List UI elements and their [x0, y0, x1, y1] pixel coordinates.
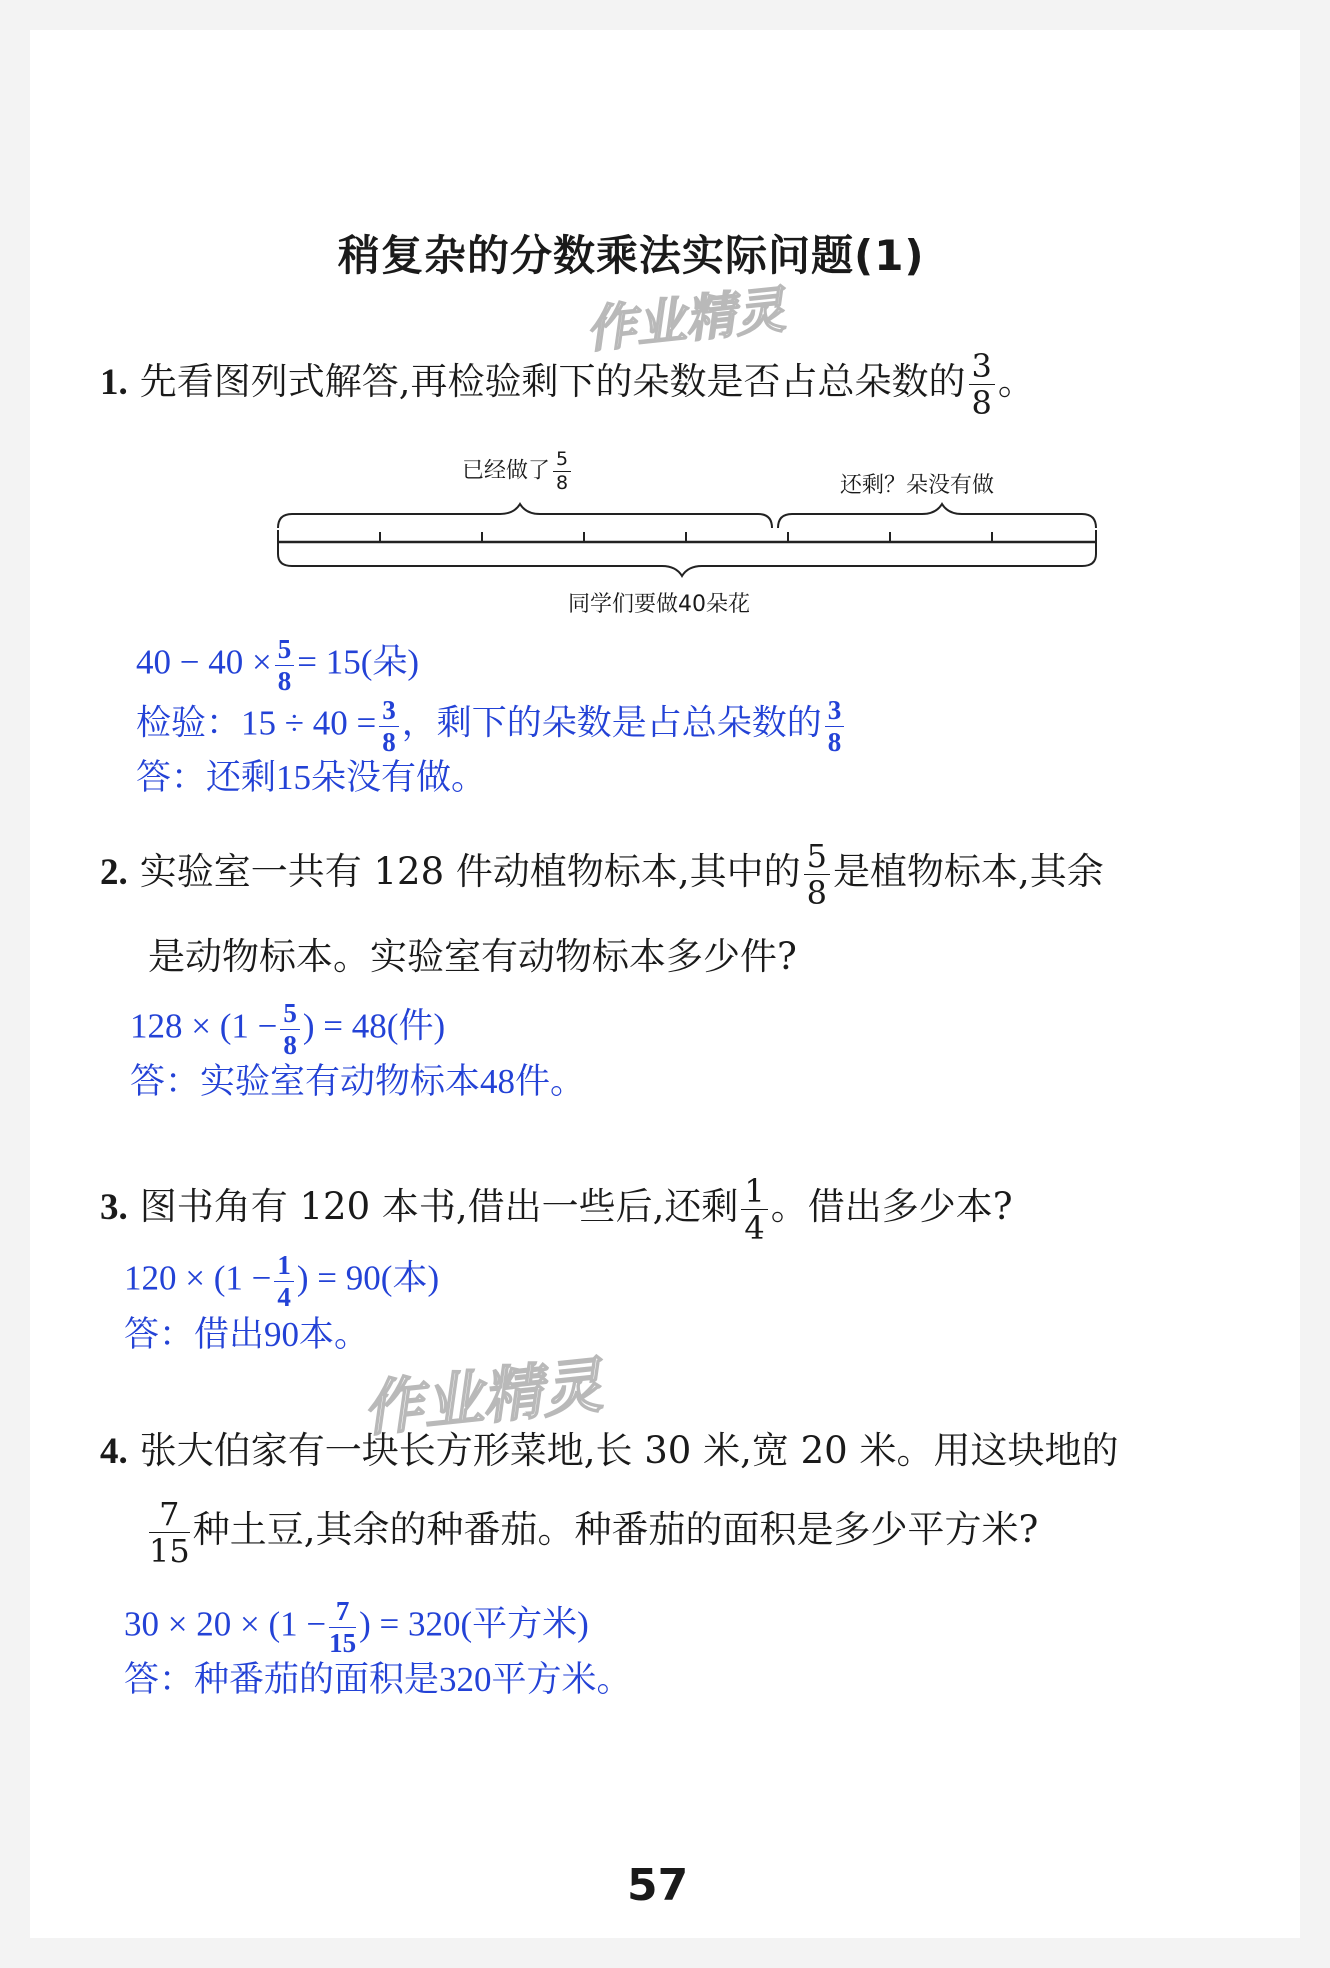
question-3: 3. 图书角有 120 本书,借出一些后,还剩 $\frac{1}{4}$ 。借出多少本?: [100, 1172, 1013, 1247]
question-2: 2. 实验室一共有 128 件动植物标本,其中的 $\frac{5}{8}$ 是植物标本,其余: [100, 837, 1104, 912]
done-label: 已经做了 $\frac{5}{8}$: [462, 450, 574, 493]
question-number: 2.: [100, 852, 128, 893]
question-1: 1. 先看图列式解答,再检验剩下的朵数是否占总朵数的 $\frac{3}{8}$ 。: [100, 347, 1035, 422]
question-text: 先看图列式解答,再检验剩下的朵数是否占总朵数的: [139, 360, 966, 403]
question-number: 4.: [100, 1431, 128, 1472]
segment-diagram: [262, 500, 1102, 580]
answer-line: 30 × 20 × (1 − $\frac{7}{15}$ ) = 320(平方米): [124, 1596, 589, 1658]
question-text: 是动物标本。实验室有动物标本多少件?: [148, 935, 797, 978]
answer-statement: 答：借出90本。: [124, 1315, 370, 1354]
answer-line: 128 × (1 − $\frac{5}{8}$ ) = 48(件): [130, 998, 446, 1060]
total-brace: [278, 554, 1096, 576]
answer-line: 40 − 40 × $\frac{5}{8}$ = 15(朵): [136, 634, 420, 696]
page-number: 57: [627, 1860, 689, 1911]
answer-statement: 答：种番茄的面积是320平方米。: [124, 1660, 632, 1699]
fraction: $\frac{3}{8}$: [969, 350, 995, 419]
fraction: $\frac{7}{15}$: [149, 1495, 190, 1570]
remaining-brace: [778, 504, 1096, 528]
question-number: 1.: [100, 362, 128, 403]
question-number: 3.: [100, 1187, 128, 1228]
question-4: 4. 张大伯家有一块长方形菜地,长 30 米,宽 20 米。用这块地的: [100, 1429, 1119, 1472]
total-label: 同学们要做40朵花: [568, 592, 750, 617]
watermark: 作业精灵: [582, 280, 788, 360]
page-title: 稍复杂的分数乘法实际问题(1): [338, 231, 925, 280]
answer-line: 120 × (1 − $\frac{1}{4}$ ) = 90(本): [124, 1250, 440, 1312]
answer-statement: 答：实验室有动物标本48件。: [130, 1062, 586, 1101]
remaining-label: 还剩？朵没有做: [840, 473, 995, 498]
watermark: 作业精灵: [359, 1350, 606, 1446]
check-line: 检验：15 ÷ 40 = $\frac{3}{8}$ ，剩下的朵数是占总朵数的 $\frac{3}{8}$: [136, 697, 847, 756]
answer-statement: 答：还剩15朵没有做。: [136, 758, 487, 797]
fraction: $\frac{5}{8}$: [804, 840, 830, 909]
fraction: $\frac{1}{4}$: [741, 1175, 767, 1244]
done-brace: [278, 504, 772, 528]
question-text: $\frac{7}{15}$ 种土豆,其余的种番茄。种番茄的面积是多少平方米?: [149, 1495, 1039, 1570]
